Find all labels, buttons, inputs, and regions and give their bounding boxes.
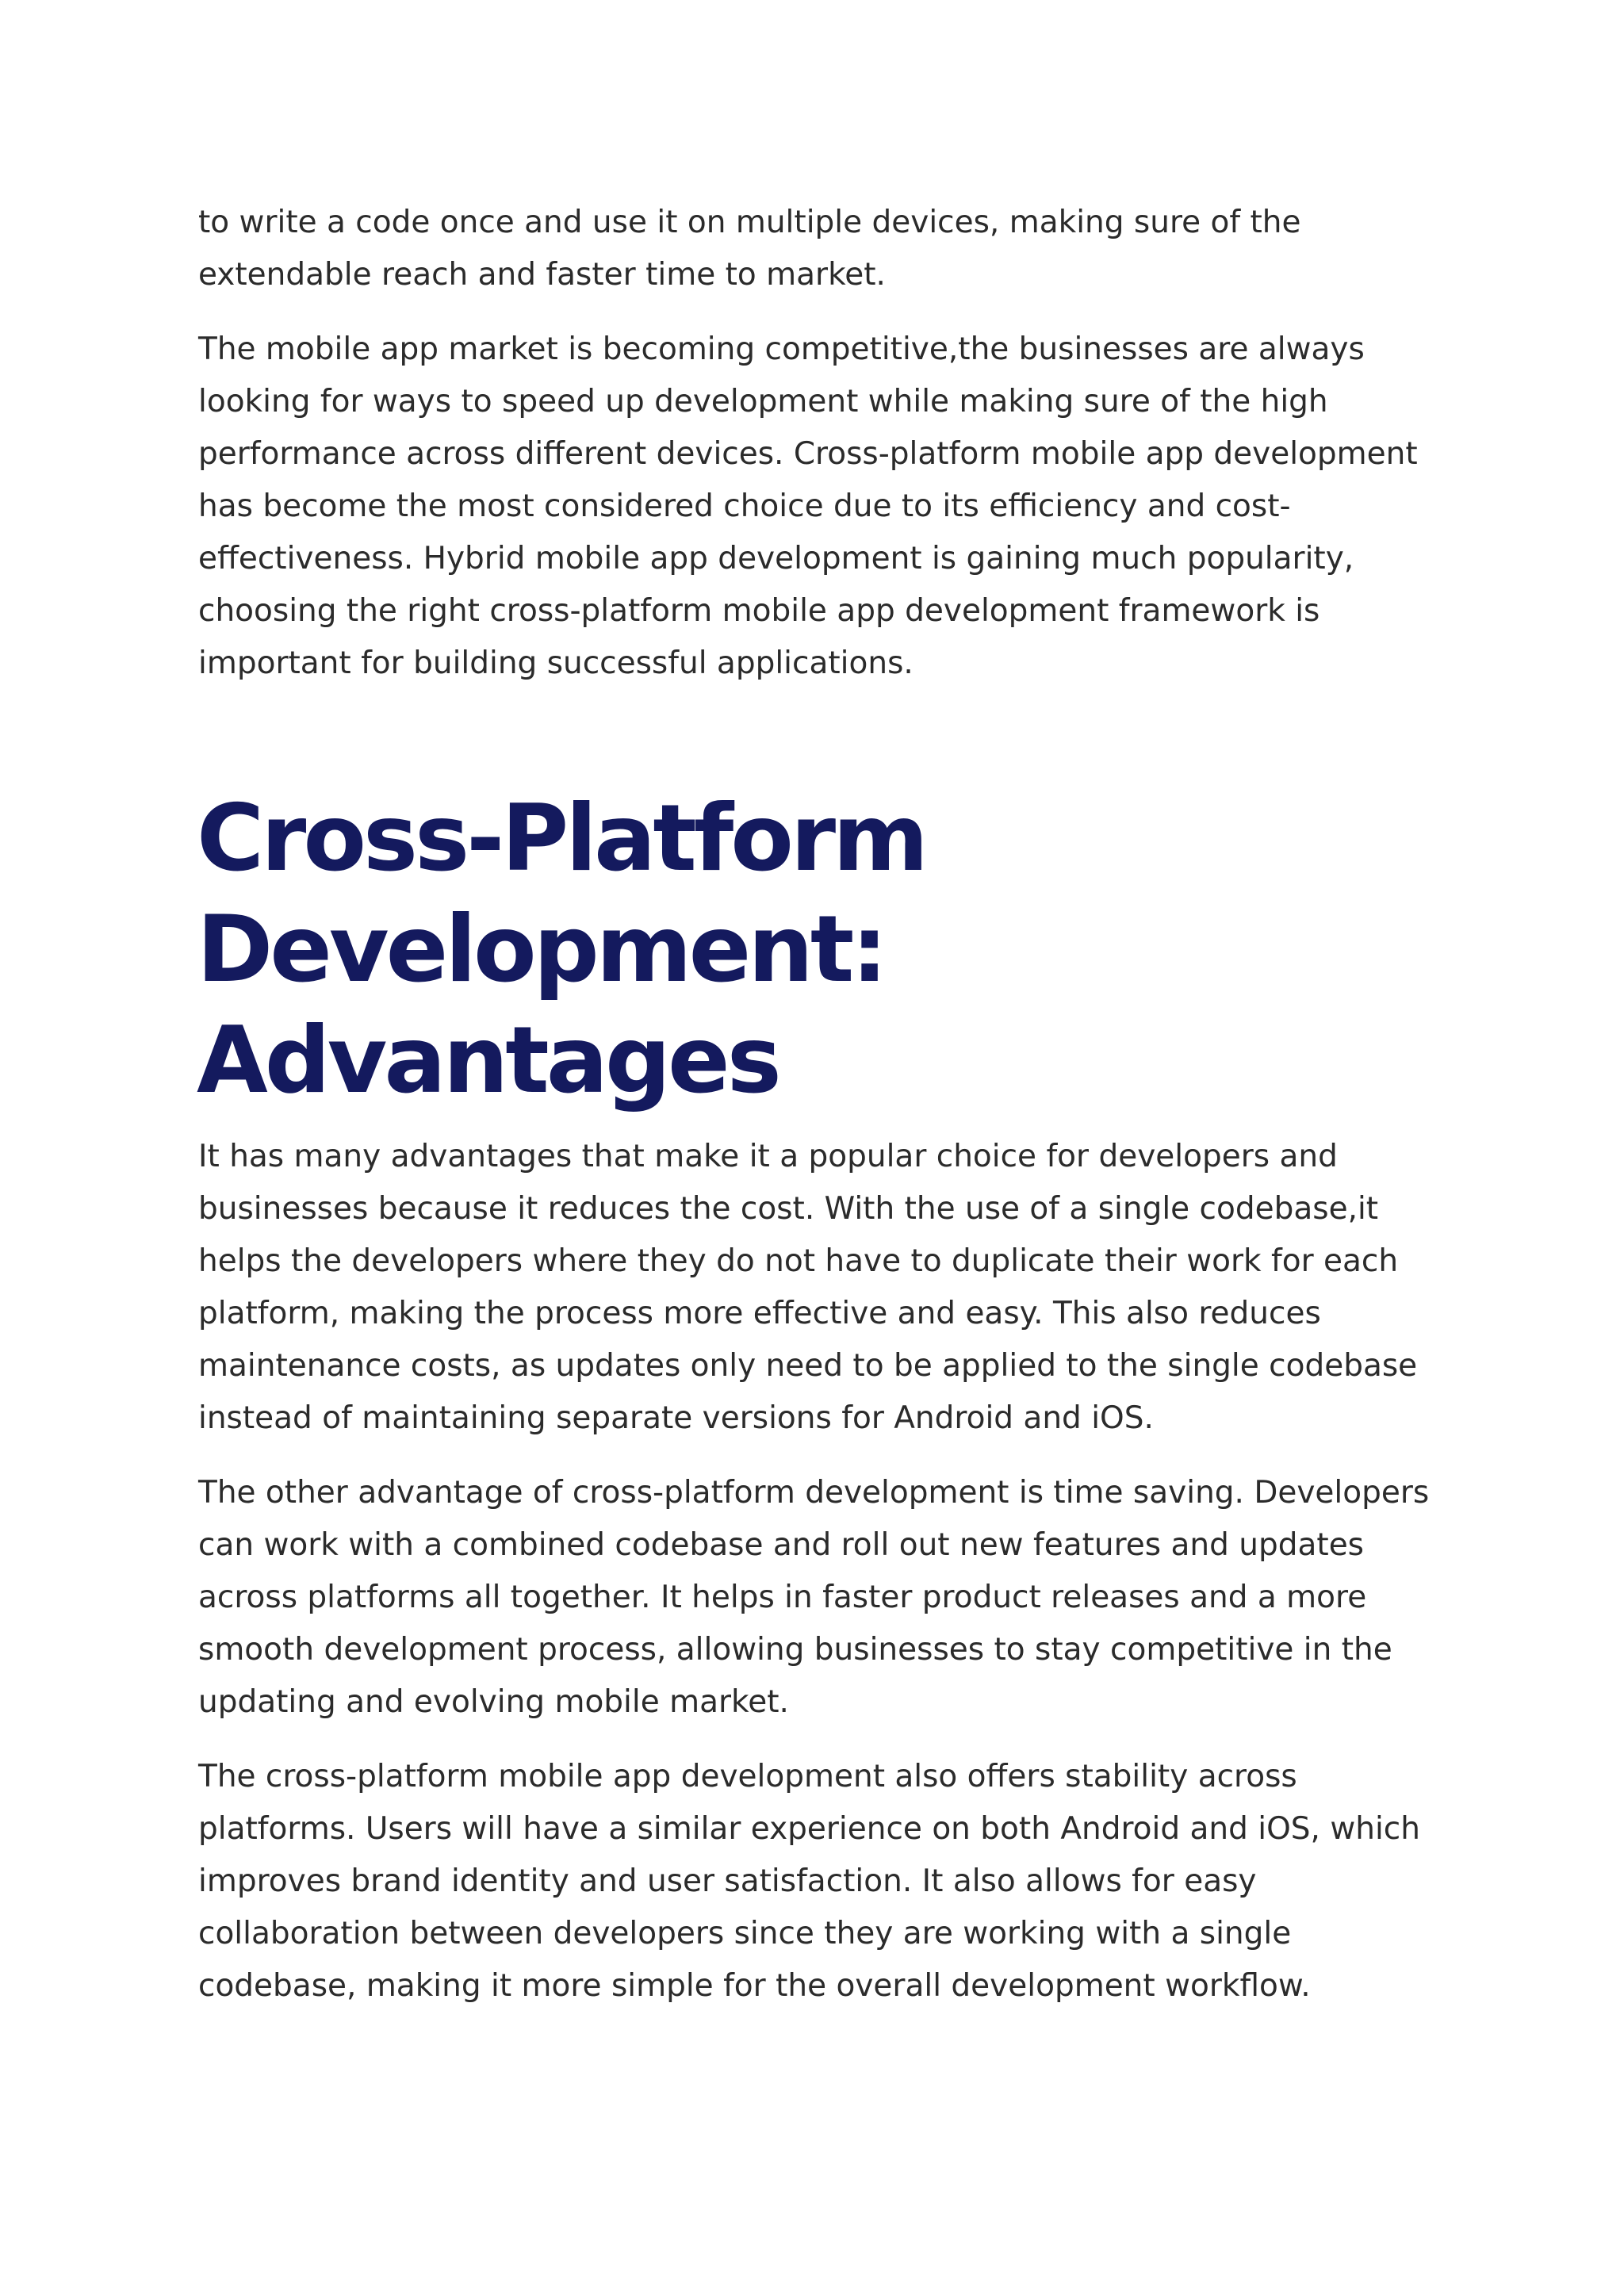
advantages-paragraph-stability: The cross-platform mobile app development also offers stability across platforms. Users will have a similar experience on both Android and iOS, which improves brand identity and user satisfaction. It also allows for easy collaboration between developers since they are working with a single codebase, making it more simple for the overall development workflow. [198, 1759, 1420, 2004]
document-page [198, 197, 1451, 2035]
intro-paragraph: The mobile app market is becoming competitive,the businesses are always looking for ways to speed up development while making sure of the high performance across different devices. Cross-platform mobile app development has become the most considered choice due to its efficiency and cost-effectiveness. Hybrid mobile app development is gaining much popularity, choosing the right cross-platform mobile app development framework is important for building successful applications. [198, 331, 1418, 681]
section-heading: Cross-Platform Development: Advantages [197, 785, 926, 1114]
intro-continuation-paragraph: to write a code once and use it on multiple devices, making sure of the extendable reach and faster time to market. [198, 205, 1301, 293]
advantages-paragraph-cost: It has many advantages that make it a popular choice for developers and businesses because it reduces the cost. With the use of a single codebase,it helps the developers where they do not have to duplicate their work for each platform, making the process more effective and easy. This also reduces maintenance costs, as updates only need to be applied to the single codebase instead of maintaining separate versions for Android and iOS. [198, 1139, 1418, 1436]
advantages-paragraph-time: The other advantage of cross-platform development is time saving. Developers can work with a combined codebase and roll out new features and updates across platforms all together. It helps in faster product releases and a more smooth development process, allowing businesses to stay competitive in the updating and evolving mobile market. [198, 1475, 1430, 1720]
